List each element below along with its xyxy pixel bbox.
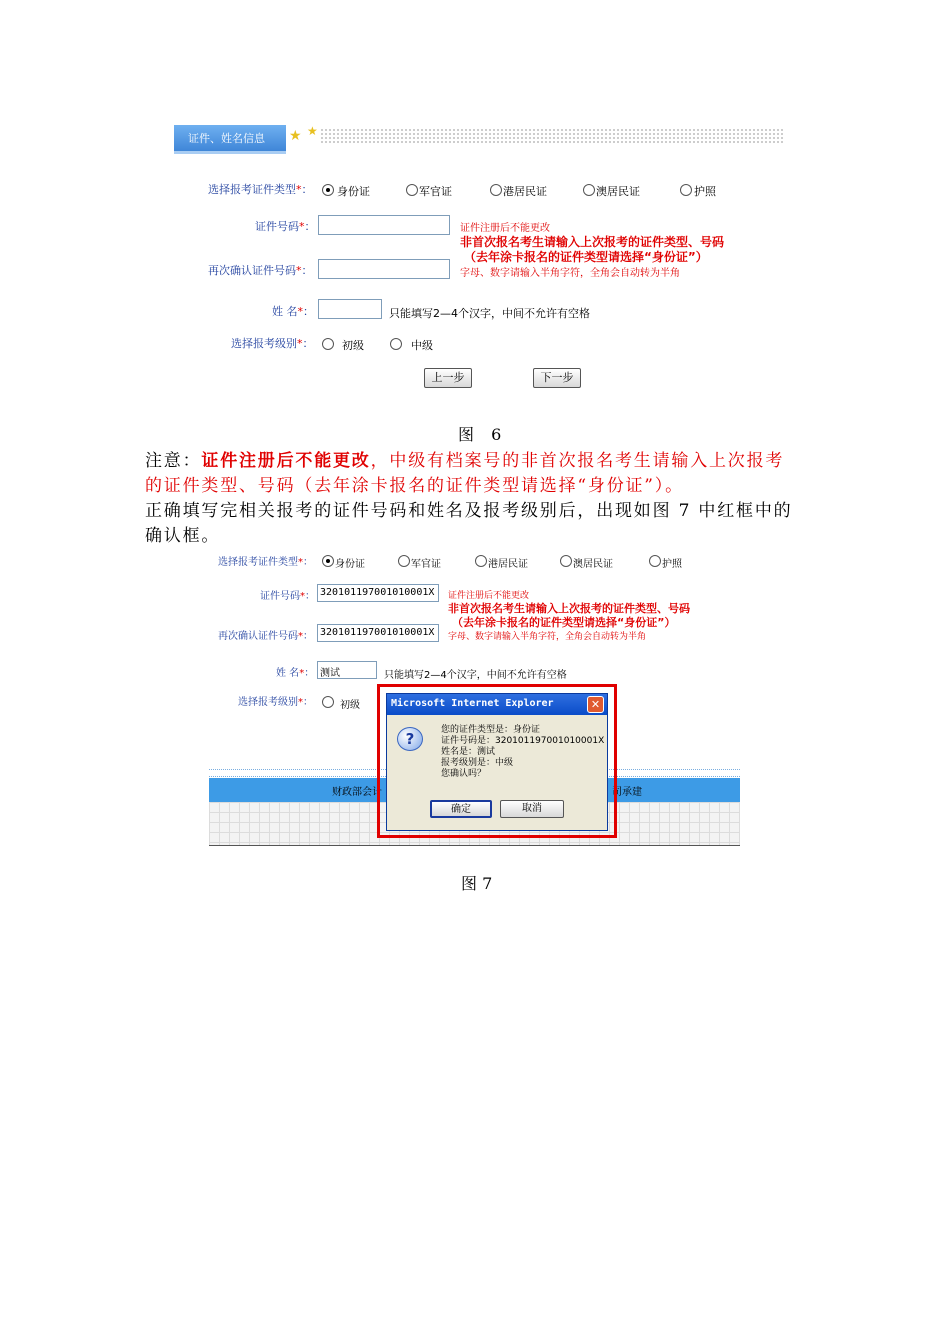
star-icon: ★ xyxy=(289,128,302,144)
star-icon: ★ xyxy=(307,124,318,138)
radio-officer-card[interactable] xyxy=(406,184,418,196)
question-icon: ? xyxy=(397,727,423,751)
name-label: 姓 名*： xyxy=(276,668,315,679)
note-paragraph-line-2: 的证件类型、号码（去年涂卡报名的证件类型请选择“身份证”）。 xyxy=(145,476,684,496)
radio-officer-card[interactable] xyxy=(398,555,410,567)
radio-label: 港居民证 xyxy=(488,559,528,570)
radio-label: 军官证 xyxy=(411,559,441,570)
radio-macau-card[interactable] xyxy=(583,184,595,196)
note-paragraph-line-1: 注意：证件注册后不能更改，中级有档案号的非首次报名考生请输入上次报考 xyxy=(145,451,785,471)
figure-caption: 图 6 xyxy=(458,425,508,444)
radio-hk-card[interactable] xyxy=(490,184,502,196)
note-no-change: 证件注册后不能更改 xyxy=(460,223,550,234)
radio-label: 澳居民证 xyxy=(573,559,613,570)
dialog-line: 您确认吗？ xyxy=(441,769,487,779)
radio-hk-card[interactable] xyxy=(475,555,487,567)
note-repeat: 非首次报名考生请输入上次报考的证件类型、号码 xyxy=(460,235,725,249)
note-no-change: 证件注册后不能更改 xyxy=(448,591,530,601)
id-number-label: 证件号码*： xyxy=(255,220,316,233)
close-icon[interactable]: ✕ xyxy=(587,696,604,713)
name-input[interactable] xyxy=(318,299,382,319)
name-label: 姓 名*： xyxy=(272,305,314,318)
id-number-input[interactable]: 320101197001010001X xyxy=(317,584,439,602)
confirm-id-label: 再次确认证件号码*： xyxy=(218,631,313,642)
id-type-label: 选择报考证件类型*： xyxy=(218,557,313,568)
radio-label: 身份证 xyxy=(335,559,365,570)
radio-id-card[interactable] xyxy=(322,555,334,567)
dialog-title: Microsoft Internet Explorer xyxy=(391,698,554,709)
id-number-input[interactable] xyxy=(318,215,450,235)
level-label: 选择报考级别*： xyxy=(231,337,314,350)
name-input[interactable]: 测试 xyxy=(317,661,377,679)
body-paragraph-line-1: 正确填写完相关报考的证件号码和姓名及报考级别后，出现如图 7 中红框中的 xyxy=(145,501,793,521)
footer-text-right: 司承建 xyxy=(612,787,642,798)
id-number-label: 证件号码*： xyxy=(260,591,315,602)
radio-level-intermediate[interactable] xyxy=(390,338,402,350)
note-card: （去年涂卡报名的证件类型请选择“身份证”） xyxy=(452,616,676,629)
note-card: （去年涂卡报名的证件类型请选择“身份证”） xyxy=(464,250,708,264)
confirm-id-label: 再次确认证件号码*： xyxy=(208,264,313,277)
radio-label: 护照 xyxy=(694,185,716,198)
name-hint: 只能填写2—4个汉字，中间不允许有空格 xyxy=(389,307,590,320)
name-hint: 只能填写2—4个汉字，中间不允许有空格 xyxy=(384,670,567,681)
note-halfwidth: 字母、数字请输入半角字符，全角会自动转为半角 xyxy=(460,268,680,279)
radio-label: 港居民证 xyxy=(503,185,547,198)
radio-label: 中级 xyxy=(411,339,433,352)
dialog-line: 姓名是：测试 xyxy=(441,747,496,757)
radio-passport[interactable] xyxy=(680,184,692,196)
dialog-line: 报考级别是：中级 xyxy=(441,758,514,768)
level-label: 选择报考级别*： xyxy=(238,697,313,708)
dialog-message xyxy=(441,725,604,780)
radio-passport[interactable] xyxy=(649,555,661,567)
radio-label: 初级 xyxy=(340,700,360,711)
dialog-line: 您的证件类型是：身份证 xyxy=(441,725,541,735)
cancel-button[interactable]: 取消 xyxy=(500,800,564,818)
radio-label: 澳居民证 xyxy=(596,185,640,198)
radio-level-junior[interactable] xyxy=(322,338,334,350)
dialog-line: 证件号码是：320101197001010001X xyxy=(441,736,605,746)
radio-label: 护照 xyxy=(662,559,682,570)
radio-label: 军官证 xyxy=(419,185,452,198)
confirm-id-input[interactable] xyxy=(318,259,450,279)
next-button[interactable]: 下一步 xyxy=(533,368,581,388)
radio-level-junior[interactable] xyxy=(322,696,334,708)
prev-button[interactable]: 上一步 xyxy=(424,368,472,388)
id-type-label: 选择报考证件类型*： xyxy=(208,183,313,196)
ok-button[interactable]: 确定 xyxy=(430,800,492,818)
radio-label: 身份证 xyxy=(337,185,370,198)
dotted-divider xyxy=(320,128,784,144)
note-halfwidth: 字母、数字请输入半角字符，全角会自动转为半角 xyxy=(448,632,647,642)
footer-text-left: 财政部会计 xyxy=(332,787,382,798)
confirm-id-input[interactable]: 320101197001010001X xyxy=(317,624,439,642)
figure-caption: 图 7 xyxy=(461,874,493,893)
radio-macau-card[interactable] xyxy=(560,555,572,567)
radio-label: 初级 xyxy=(342,339,364,352)
note-repeat: 非首次报名考生请输入上次报考的证件类型、号码 xyxy=(448,602,690,615)
section-tab-label: 证件、姓名信息 xyxy=(188,132,265,145)
radio-id-card[interactable] xyxy=(322,184,334,196)
body-paragraph-line-2: 确认框。 xyxy=(145,526,221,546)
